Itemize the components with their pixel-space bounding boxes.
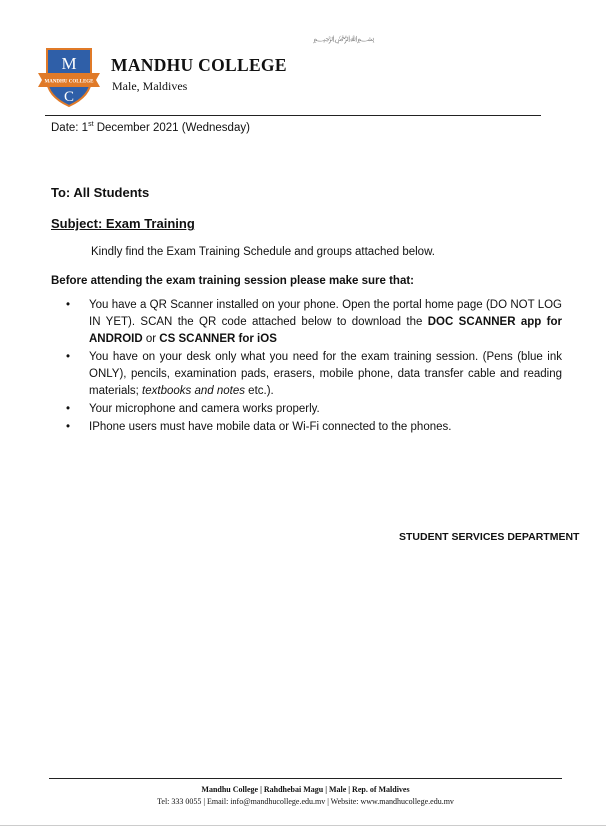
date-prefix: Date: 1 [51,121,89,134]
intro-paragraph: Kindly find the Exam Training Schedule and groups attached below. [91,246,435,258]
bullet-2-italic: textbooks and notes [142,385,245,397]
page-edge [0,825,606,826]
bullet-icon: • [66,351,71,363]
bullet-icon: • [66,403,71,415]
bismillah-calligraphy: ﷽ [313,34,375,43]
bullet-1-text: You have a QR Scanner installed on your phone. Open the portal home page (DO NOT LOG IN YET). SCAN the QR code attached below to download the [89,299,562,328]
header-divider [45,115,541,116]
requirements-heading: Before attending the exam training session please make sure that: [51,275,414,287]
recipient-line: To: All Students [51,185,150,200]
bullet-2-text: You have on your desk only what you need for the exam training session. (Pens (blue ink ONLY), pencils, examination pads, erasers, mobile phone, data transfer cable and reading materials; [89,351,562,397]
bullet-icon: • [66,299,71,311]
list-item [51,401,562,418]
subject-line: Subject: Exam Training [51,216,195,231]
date-suffix: December 2021 (Wednesday) [93,121,250,134]
bullet-4-text: IPhone users must have mobile data or Wi-Fi connected to the phones. [89,421,452,433]
bullet-1-ios-app: CS SCANNER for iOS [159,333,277,345]
college-name: MANDHU COLLEGE [111,55,287,75]
footer-contact: Tel: 333 0055 | Email: info@mandhucollege.edu.mv | Website: www.mandhucollege.edu.mv [157,797,454,806]
college-location: Male, Maldives [112,79,188,93]
signature-department: STUDENT SERVICES DEPARTMENT [399,531,580,543]
logo-letter-c: C [63,89,75,105]
logo-banner-text: MANDHU COLLEGE [44,79,94,85]
letter-date [51,121,250,134]
footer-address: Mandhu College | Rahdhebai Magu | Male | Rep. of Maldives [201,785,410,794]
college-logo [37,45,101,109]
bullet-3-text: Your microphone and camera works properly. [89,403,320,415]
list-item [51,419,562,436]
logo-letter-m: M [61,54,77,73]
bullet-1-android-app: DOC SCANNER app for ANDROID [89,316,563,345]
requirements-list [51,297,562,436]
bullet-1-or: or [142,333,160,345]
list-item [51,297,562,348]
footer-divider [49,778,562,779]
bullet-2-end: etc.). [244,385,274,397]
list-item [51,349,562,400]
date-ordinal: st [88,121,94,128]
bullet-icon: • [66,421,71,433]
